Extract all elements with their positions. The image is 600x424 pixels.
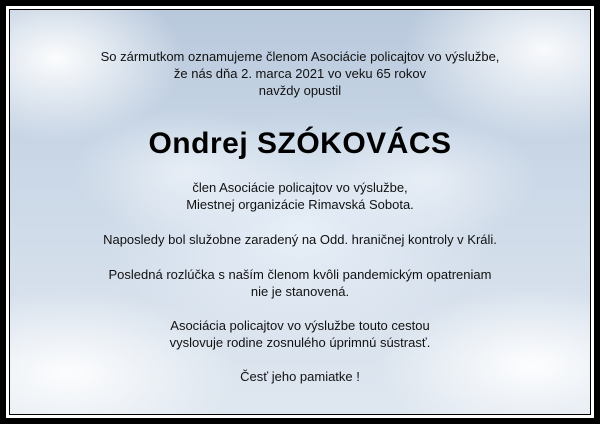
obituary-notice [10, 10, 590, 414]
service-paragraph [10, 231, 590, 248]
service-line: Naposledy bol služobne zaradený na Odd. hraničnej kontroly v Králi. [103, 232, 497, 247]
intro-line: že nás dňa 2. marca 2021 vo veku 65 rokov [173, 66, 427, 81]
farewell-line: nie je stanovená. [250, 284, 350, 299]
farewell-line: Posledná rozlúčka s naším členom kvôli pandemickým opatreniam [108, 267, 492, 282]
farewell-paragraph [10, 266, 590, 300]
closing-paragraph [10, 368, 590, 385]
intro-line: So zármutkom oznamujeme členom Asociácie policajtov vo výslužbe, [100, 49, 500, 64]
deceased-name: Ondrej SZÓKOVÁCS [148, 127, 452, 160]
membership-paragraph [10, 179, 590, 213]
sky-background [9, 9, 591, 415]
membership-line: Miestnej organizácie Rimavská Sobota. [186, 197, 414, 212]
intro-line: navždy opustil [258, 83, 342, 98]
membership-line: člen Asociácie policajtov vo výslužbe, [192, 180, 408, 195]
intro-paragraph [10, 48, 590, 99]
condolence-line: vyslovuje rodine zosnulého úprimnú sústrasť. [169, 335, 431, 350]
closing-line: Česť jeho pamiatke ! [240, 369, 360, 384]
condolence-line: Asociácia policajtov vo výslužbe touto cestou [170, 318, 430, 333]
condolence-paragraph [10, 317, 590, 351]
